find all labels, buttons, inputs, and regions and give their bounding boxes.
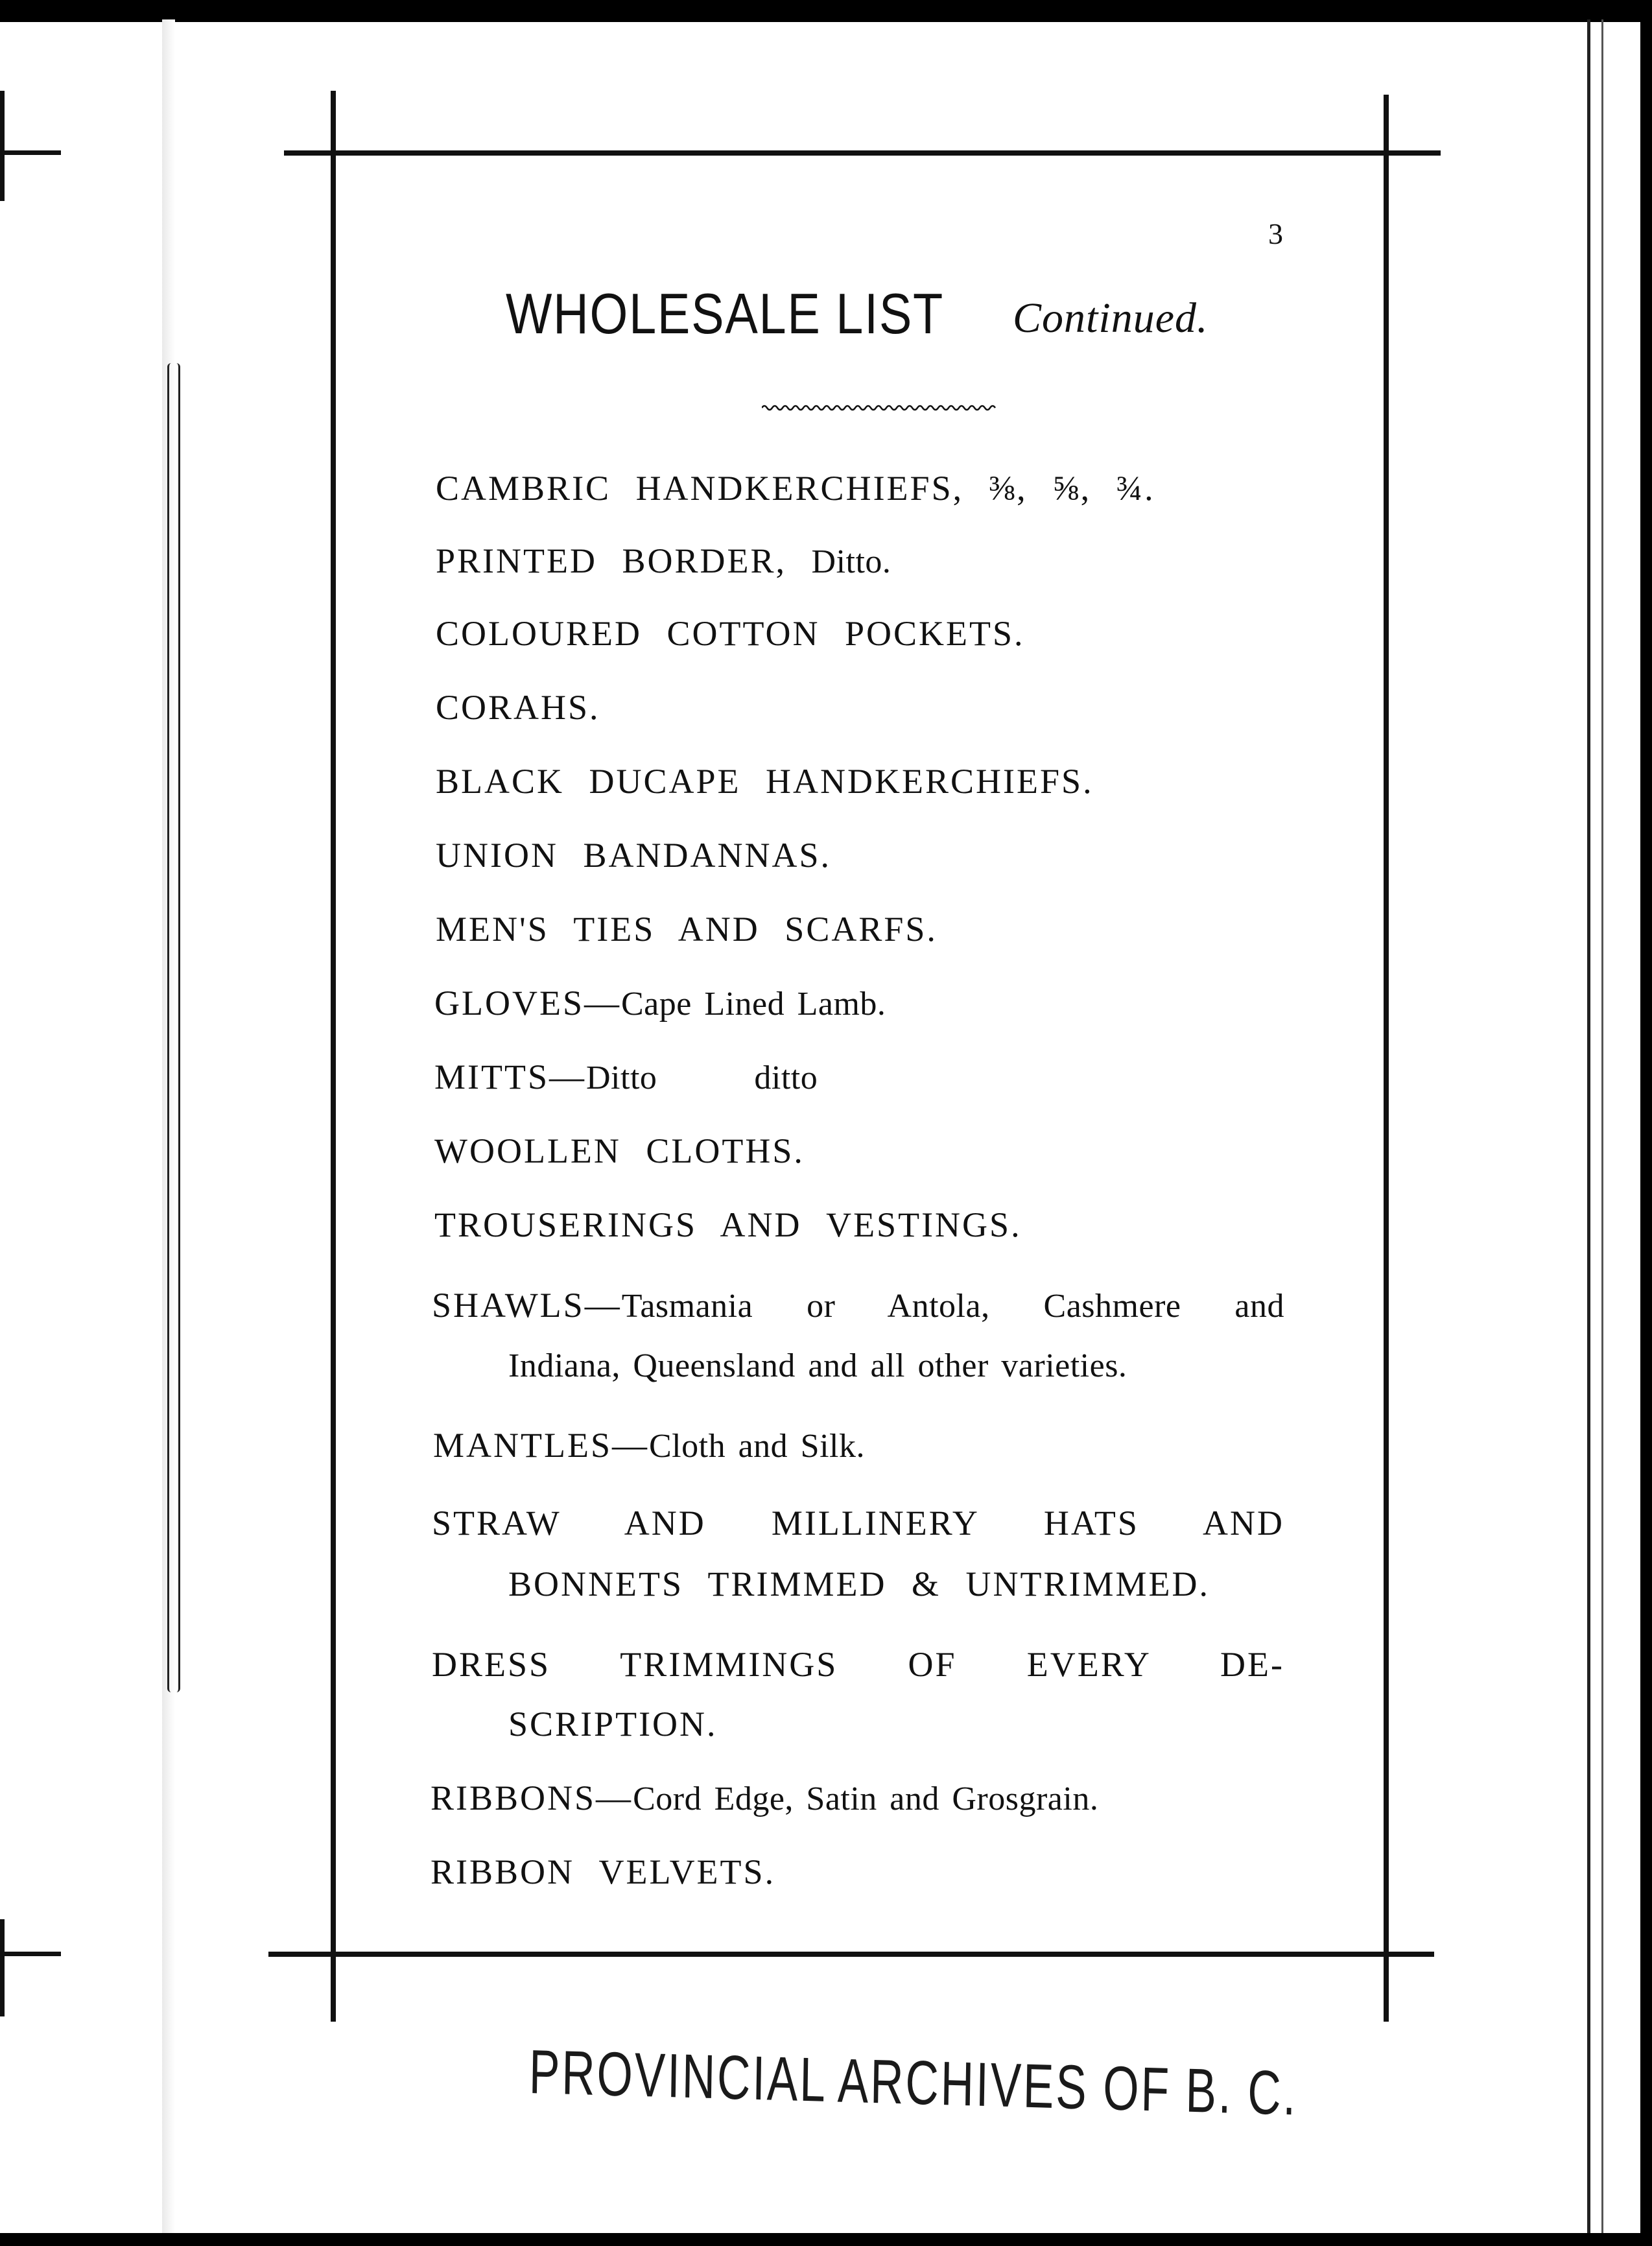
scan-border-top [0,0,1652,22]
item-detail: Tasmania or Antola, Cashmere and [621,1288,1284,1325]
item-detail: Ditto [586,1059,657,1096]
item-heading: SHAWLS— [432,1286,622,1325]
list-item: MEN'S TIES AND SCARFS. [436,910,938,949]
list-item [436,543,891,579]
list-item [433,1428,865,1463]
scan-border-bottom [0,2233,1652,2246]
item-detail: Cord Edge, Satin and Grosgrain. [633,1780,1099,1817]
list-item-continuation: BONNETS TRIMMED & UNTRIMMED. [508,1565,1210,1603]
list-item: STRAW AND MILLINERY HATS AND [432,1504,1284,1543]
item-heading: MANTLES— [433,1426,649,1465]
title-text: WHOLESALE LIST [506,281,944,346]
frame-rule-left [331,91,336,2022]
list-item: CORAHS. [436,688,600,727]
frame-rule-right [1384,95,1389,2022]
title-continued: Continued. [1013,294,1209,342]
page-edge-line [1601,19,1603,2233]
list-item: WOOLLEN CLOTHS. [434,1131,805,1170]
list-item: DRESS TRIMMINGS OF EVERY DE- [432,1645,1284,1684]
scan-border-right [1640,0,1652,2246]
archive-stamp: PROVINCIAL ARCHIVES OF B. C. [528,2037,1299,2129]
left-page-frame-line [0,1919,5,2016]
item-heading: PRINTED BORDER, [436,541,787,580]
item-heading: GLOVES— [434,984,621,1023]
left-page-frame-line [0,91,5,201]
page-title [506,281,1284,346]
frame-rule-top [284,150,1441,156]
list-item [431,1780,1098,1816]
list-item: RIBBON VELVETS. [431,1852,776,1891]
list-item-continuation [508,1347,1127,1383]
item-detail: Ditto. [811,543,891,580]
binding-thread [167,363,180,1692]
item-heading: RIBBONS— [431,1779,633,1817]
list-item: TROUSERINGS AND VESTINGS. [434,1205,1022,1244]
list-item: UNION BANDANNAS. [436,836,831,875]
item-detail: Cloth and Silk. [649,1428,865,1465]
list-item: CAMBRIC HANDKERCHIEFS, ⅜, ⅝, ¾. [436,469,1155,508]
list-item [434,986,886,1021]
wavy-rule-ornament [762,402,997,414]
page-number: 3 [1268,217,1283,250]
page-edge-line [1587,19,1590,2233]
list-item: COLOURED COTTON POCKETS. [436,614,1025,653]
list-item [432,1288,1284,1323]
left-page-frame-line [0,150,61,155]
item-detail-continued: Indiana, Queensland and all other varieties. [508,1347,1127,1384]
list-item [434,1059,818,1095]
list-item: BLACK DUCAPE HANDKERCHIEFS. [436,762,1094,801]
item-detail-ditto: ditto [754,1059,818,1096]
list-item-continuation: SCRIPTION. [508,1705,718,1744]
item-detail: Cape Lined Lamb. [621,986,886,1023]
frame-rule-bottom [268,1952,1434,1957]
item-heading: MITTS— [434,1058,586,1096]
left-page-frame-line [0,1952,61,1956]
